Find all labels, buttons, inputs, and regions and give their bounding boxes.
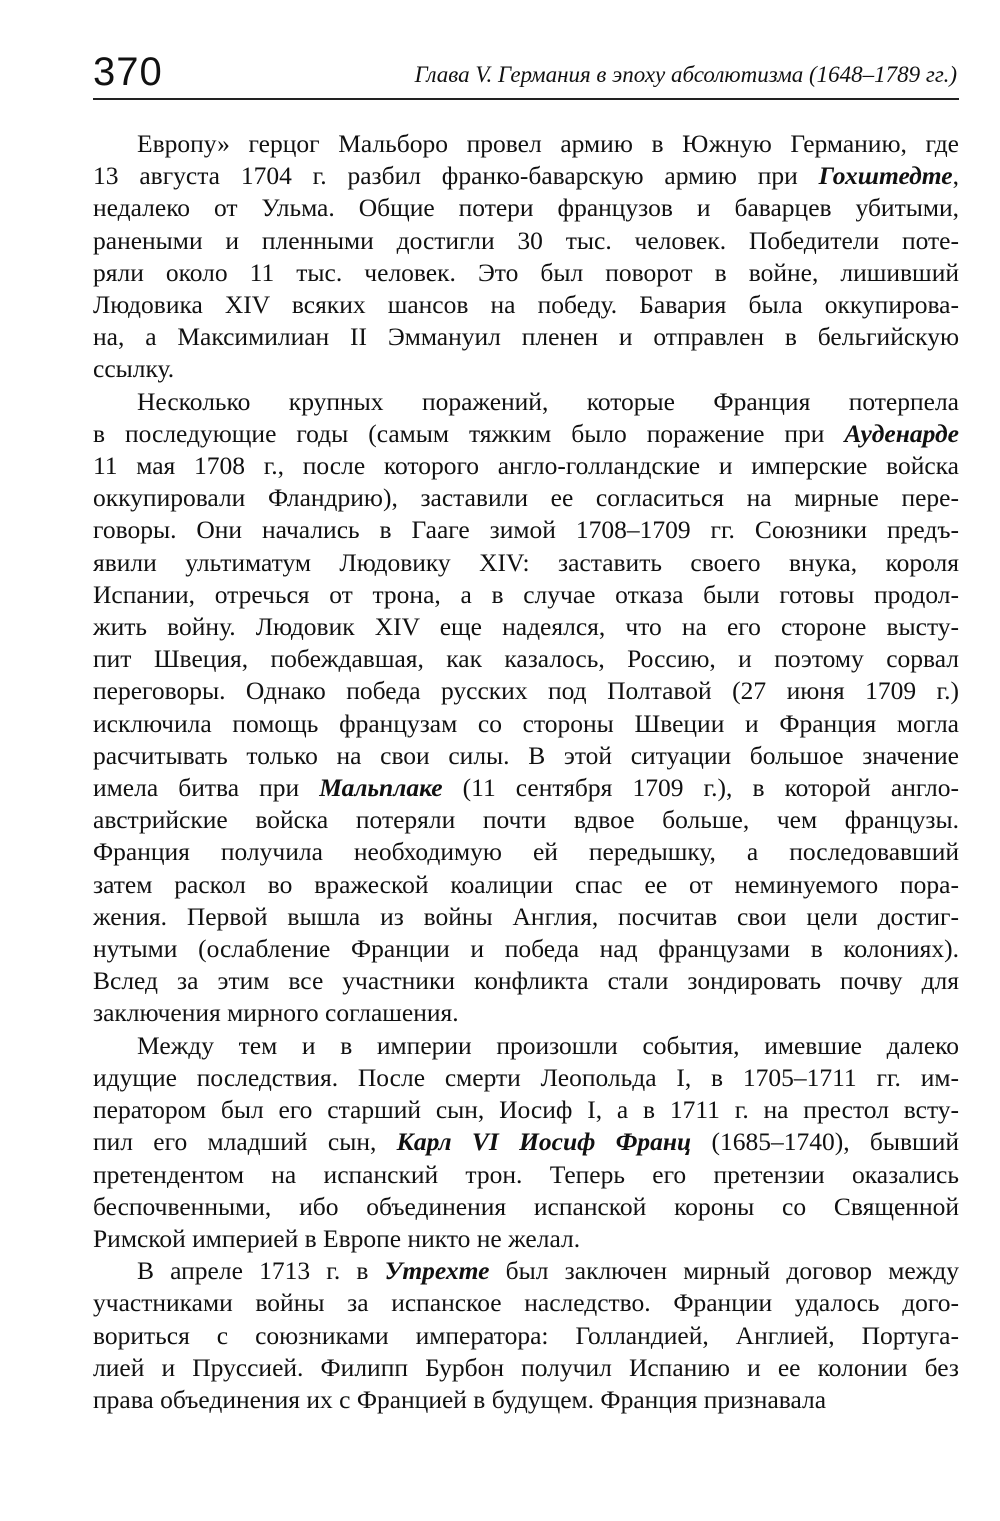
emphasized-place-name: Мальплаке (319, 773, 443, 803)
text-run: Между тем и в империи произошли события, имевшие далеко (137, 1030, 959, 1060)
text-line (93, 1191, 959, 1223)
text-line (93, 1255, 959, 1287)
text-line (93, 965, 959, 997)
paragraph (93, 386, 959, 1030)
text-line (93, 192, 959, 224)
text-run: , (952, 161, 959, 191)
text-line (93, 901, 959, 933)
text-run: недалеко от Ульма. Общие потери французов и баварцев убитыми, (93, 193, 959, 223)
text-run: ператором был его старший сын, Иосиф I, а в 1711 г. на престол всту- (93, 1095, 959, 1125)
text-run: права объединения их с Францией в будущем. Франция признавала (93, 1384, 827, 1414)
text-line (93, 772, 959, 804)
text-run: на, а Максимилиан II Эммануил пленен и отправлен в бельгийскую (93, 322, 959, 352)
text-run: австрийские войска потеряли почти вдвое больше, чем французы. (93, 805, 959, 835)
text-run: беспочвенными, ибо объединения испанской короны со Священной (93, 1191, 959, 1221)
text-run: вориться с союзниками императора: Голландией, Англией, Португа- (93, 1320, 959, 1350)
body-text (93, 128, 959, 1416)
text-run: жить войну. Людовик XIV еще надеялся, что на его стороне высту- (93, 612, 959, 642)
text-line (93, 1062, 959, 1094)
text-line (93, 257, 959, 289)
text-run: переговоры. Однако победа русских под Полтавой (27 июня 1709 г.) (93, 676, 959, 706)
text-run: ранеными и пленными достигли 30 тыс. человек. Победители поте- (93, 225, 959, 255)
text-run: 11 мая 1708 г., после которого англо-голландские и имперские войска (93, 451, 959, 481)
text-run: В апреле 1713 г. в (137, 1256, 385, 1286)
text-run: пил его младший сын, (93, 1127, 397, 1157)
emphasized-place-name: Ауденарде (844, 418, 959, 448)
text-run: лией и Пруссией. Филипп Бурбон получил Испанию и ее колонии без (93, 1352, 959, 1382)
text-run: ссылку. (93, 354, 175, 384)
paragraph (93, 1255, 959, 1416)
text-run: (1685–1740), бывший (691, 1127, 959, 1157)
text-run: затем раскол во вражеской коалиции спас ее от неминуемого пора- (93, 869, 959, 899)
text-run: пит Швеция, побеждавшая, как казалось, Россию, и поэтому сорвал (93, 644, 959, 674)
text-line (93, 128, 959, 160)
text-run: Несколько крупных поражений, которые Франция потерпела (137, 386, 959, 416)
header-rule (93, 98, 959, 100)
text-line (93, 997, 959, 1029)
text-line (93, 643, 959, 675)
text-line (93, 225, 959, 257)
text-line (93, 1223, 959, 1255)
text-run: Европу» герцог Мальборо провел армию в Южную Германию, где (137, 129, 959, 158)
emphasized-place-name: Утрехте (384, 1256, 490, 1286)
text-line (93, 1126, 959, 1158)
running-head (93, 48, 959, 96)
text-run: Людовика XIV всяких шансов на победу. Бавария была оккупирова- (93, 290, 959, 320)
text-line (93, 514, 959, 546)
text-line (93, 708, 959, 740)
emphasized-place-name: Гохштедте (818, 161, 953, 191)
text-line (93, 160, 959, 192)
text-line (93, 1352, 959, 1384)
text-line (93, 740, 959, 772)
text-run: расчитывать только на свои силы. В этой ситуации большое значение (93, 740, 959, 770)
text-line (93, 611, 959, 643)
text-run: Римской империей в Европе никто не желал. (93, 1223, 581, 1253)
text-line (93, 321, 959, 353)
text-line (93, 482, 959, 514)
text-line (93, 450, 959, 482)
paragraph (93, 1030, 959, 1255)
text-run: Испании, отречься от трона, а в случае отказа были готовы продол- (93, 579, 959, 609)
text-line (93, 579, 959, 611)
text-run: заключения мирного соглашения. (93, 998, 459, 1028)
running-title: Глава V. Германия в эпоху абсолютизма (1648–1789 гг.) (414, 62, 957, 87)
text-line (93, 1384, 959, 1416)
text-line (93, 353, 959, 385)
text-line (93, 1030, 959, 1062)
text-run: исключила помощь французам со стороны Швеции и Франция могла (93, 708, 959, 738)
text-run: 13 августа 1704 г. разбил франко-баварскую армию при (93, 161, 819, 191)
text-run: Франция получила необходимую ей передышку, а последовавший (93, 837, 959, 867)
text-run: (11 сентября 1709 г.), в которой англо- (442, 773, 959, 803)
text-run: в последующие годы (самым тяжким было поражение при (93, 418, 845, 448)
text-line (93, 547, 959, 579)
text-run: ряли около 11 тыс. человек. Это был поворот в войне, лишивший (93, 257, 959, 287)
text-run: оккупировали Фландрию), заставили ее согласиться на мирные пере- (93, 483, 959, 513)
paragraph (93, 128, 959, 386)
text-run: имела битва при (93, 773, 320, 803)
text-line (93, 1287, 959, 1319)
text-run: жения. Первой вышла из войны Англия, посчитав свои цели достиг- (93, 901, 959, 931)
text-run: Вслед за этим все участники конфликта стали зондировать почву для (93, 966, 959, 996)
text-run: претендентом на испанский трон. Теперь его претензии оказались (93, 1159, 959, 1189)
page-number: 370 (93, 50, 163, 94)
text-run: был заключен мирный договор между (489, 1256, 959, 1286)
text-line (93, 418, 959, 450)
text-run: говоры. Они начались в Гааге зимой 1708–1709 гг. Союзники предъ- (93, 515, 959, 545)
text-line (93, 1320, 959, 1352)
text-line (93, 933, 959, 965)
text-line (93, 386, 959, 418)
text-run: участниками войны за испанское наследство. Франции удалось дого- (93, 1288, 959, 1318)
emphasized-place-name: Карл VI Иосиф Франц (396, 1127, 692, 1157)
text-line (93, 836, 959, 868)
text-line (93, 804, 959, 836)
text-line (93, 675, 959, 707)
text-run: нутыми (ослабление Франции и победа над французами в колониях). (93, 934, 959, 964)
text-run: идущие последствия. После смерти Леопольда I, в 1705–1711 гг. им- (93, 1062, 959, 1092)
text-line (93, 1159, 959, 1191)
text-line (93, 289, 959, 321)
text-run: явили ультиматум Людовику XIV: заставить своего внука, короля (93, 547, 959, 577)
text-line (93, 1094, 959, 1126)
text-line (93, 869, 959, 901)
